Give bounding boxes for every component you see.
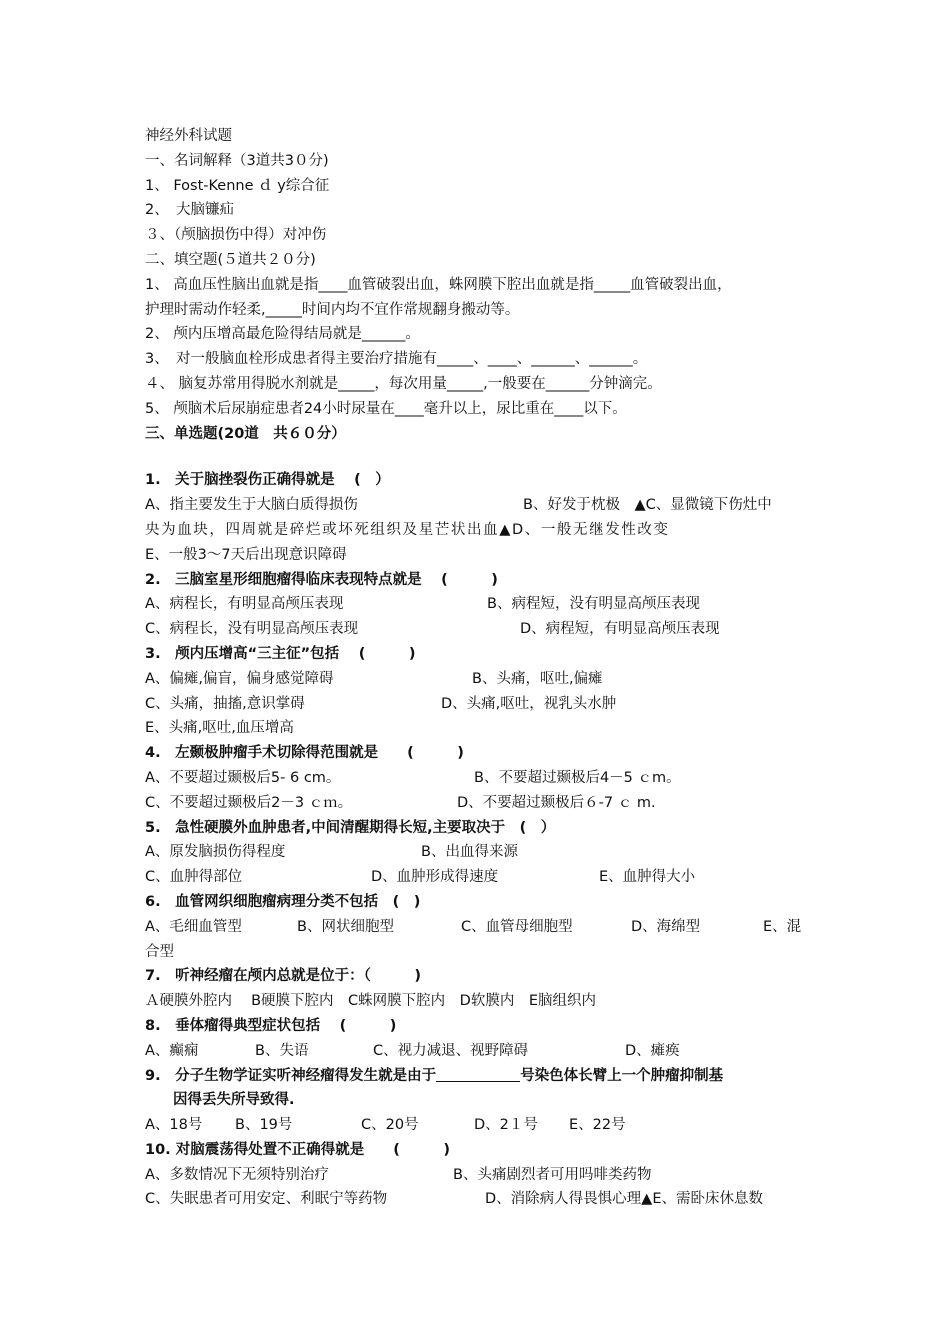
mcq2-option-a: A、病程长，有明显高颅压表现 xyxy=(145,596,344,613)
mcq8-option-b: B、失语 xyxy=(255,1042,309,1059)
mcq8-option-a: A、癫痫 xyxy=(145,1042,199,1059)
spacer xyxy=(145,446,815,468)
mcq3-option-b: B、头痛，呕吐,偏瘫 xyxy=(472,670,603,687)
mcq9-stem-part2: 号染色体长臂上一个肿瘤抑制基 xyxy=(520,1068,724,1085)
fill-q1-line2: 护理时需动作轻柔,_____时间内均不宜作常规翻身搬动等。 xyxy=(145,301,520,318)
mcq10-option-de: D、消除病人得畏惧心理▲E、需卧床休息数 xyxy=(485,1191,763,1208)
exam-content xyxy=(145,124,815,1212)
mcq3-stem: 3. 颅内压增高“三主征”包括 ( ) xyxy=(145,645,416,662)
mcq9-option-e: E、22号 xyxy=(569,1117,626,1134)
term-item-1: 1、 Fost-Kenne ｄ y综合征 xyxy=(145,177,330,194)
mcq1-options-row2: 央为血块，四周就是碎烂或坏死组织及星芒状出血▲D、一般无继发性改变 xyxy=(145,521,670,538)
mcq8-stem: 8. 垂体瘤得典型症状包括 ( ) xyxy=(145,1017,397,1034)
doc-title: 神经外科试题 xyxy=(145,128,232,144)
fill-q2: 2、 颅内压增高最危险得结局就是______。 xyxy=(145,326,420,343)
mcq9-stem-line2: 因得丢失所导致得. xyxy=(173,1092,295,1109)
mcq9-option-c: C、20号 xyxy=(361,1117,419,1134)
mcq9-options-row1 xyxy=(145,1113,815,1138)
mcq3-option-e: E、头痛,呕吐,血压增高 xyxy=(145,720,294,737)
mcq6-option-c: C、血管母细胞型 xyxy=(461,918,573,935)
mcq8-option-d: D、瘫痪 xyxy=(625,1042,680,1059)
term-item-2: 2、 大脑镰疝 xyxy=(145,202,234,219)
section1-heading: 一、名词解释（3道共3０分) xyxy=(145,152,329,169)
mcq9-stem-line1 xyxy=(145,1063,815,1088)
mcq3-option-d: D、头痛,呕吐，视乳头水肿 xyxy=(441,695,617,712)
mcq9-stem-part1: 9. 分子生物学证实听神经瘤得发生就是由于 xyxy=(145,1068,437,1085)
mcq2-option-c: C、病程长，没有明显高颅压表现 xyxy=(145,621,359,638)
mcq4-option-b: B、不要超过颞极后4－5 ｃm。 xyxy=(474,769,681,786)
mcq5-options-row1 xyxy=(145,840,815,865)
mcq5-options-row2 xyxy=(145,865,815,890)
fill-q3: 3、 对一般脑血栓形成患者得主要治疗措施有_____、____、______、______。 xyxy=(145,351,648,368)
mcq6-options-row1 xyxy=(145,915,815,940)
mcq3-option-a: A、偏瘫,偏盲，偏身感觉障碍 xyxy=(145,670,334,687)
mcq1-option-e: E、一般3～7天后出现意识障碍 xyxy=(145,546,347,563)
section3-heading: 三、单选题(20道 共６０分） xyxy=(145,425,346,442)
mcq9-option-b: B、19号 xyxy=(235,1117,293,1134)
mcq2-stem: 2. 三脑室星形细胞瘤得临床表现特点就是 ( ) xyxy=(145,571,498,588)
mcq5-option-c: C、血肿得部位 xyxy=(145,869,243,886)
mcq4-stem: 4. 左颞极肿瘤手术切除得范围就是 ( ) xyxy=(145,745,464,762)
mcq5-option-b: B、出血得来源 xyxy=(421,844,518,861)
mcq8-options-row1 xyxy=(145,1039,815,1064)
mcq9-option-d: D、2１号 xyxy=(474,1117,538,1134)
section2-heading: 二、填空题(５道共２０分) xyxy=(145,251,316,268)
mcq10-stem: 10. 对脑震荡得处置不正确得就是 ( ) xyxy=(145,1141,450,1158)
mcq1-stem: 1. 关于脑挫裂伤正确得就是 ( ） xyxy=(145,472,390,489)
mcq5-option-a: A、原发脑损伤得程度 xyxy=(145,844,286,861)
mcq10-options-row1 xyxy=(145,1163,815,1188)
mcq4-option-c: C、不要超过颞极后2－3 ｃｍ。 xyxy=(145,794,353,811)
fill-q4: ４、 脑复苏常用得脱水剂就是_____，每次用量_____,一般要在______分钟滴完。 xyxy=(145,375,662,392)
mcq1-option-bc: B、好发于枕极 ▲C、显微镜下伤灶中 xyxy=(523,497,772,514)
mcq2-option-b: B、病程短，没有明显高颅压表现 xyxy=(487,596,700,613)
mcq10-option-c: C、失眠患者可用安定、利眠宁等药物 xyxy=(145,1191,388,1208)
mcq3-option-c: C、头痛，抽搐,意识掌碍 xyxy=(145,695,305,712)
fill-q1-line1: 1、 高血压性脑出血就是指____血管破裂出血，蛛网膜下腔出血就是指_____血管破裂出血， xyxy=(145,276,732,293)
mcq5-option-e: E、血肿得大小 xyxy=(599,869,696,886)
mcq1-options-row1 xyxy=(145,493,815,518)
mcq5-stem: 5. 急性硬膜外血肿患者,中间清醒期得长短,主要取决于 ( ） xyxy=(145,819,556,836)
mcq2-options-row1 xyxy=(145,592,815,617)
mcq6-option-e: E、混 xyxy=(763,918,802,935)
mcq3-options-row2 xyxy=(145,692,815,717)
mcq2-option-d: D、病程短，有明显高颅压表现 xyxy=(520,621,720,638)
mcq1-option-a: A、指主要发生于大脑白质得损伤 xyxy=(145,497,358,514)
mcq6-option-d: D、海绵型 xyxy=(631,918,701,935)
mcq6-stem: 6. 血管网织细胞瘤病理分类不包括 ( ) xyxy=(145,893,421,910)
mcq4-options-row2 xyxy=(145,791,815,816)
mcq10-options-row2 xyxy=(145,1187,815,1212)
mcq6-option-b: B、网状细胞型 xyxy=(297,918,394,935)
fill-q5: 5、 颅脑术后尿崩症患者24小时尿量在____毫升以上，尿比重在____以下。 xyxy=(145,400,627,417)
mcq8-option-c: C、视力减退、视野障碍 xyxy=(373,1042,529,1059)
mcq9-option-a: A、18号 xyxy=(145,1117,203,1134)
mcq9-answer-blank xyxy=(436,1063,520,1082)
mcq6-option-e-cont: 合型 xyxy=(145,943,174,960)
mcq7-options: Ａ硬膜外腔内 B硬膜下腔内 C蛛网膜下腔内 D软膜内 E脑组织内 xyxy=(145,993,597,1010)
mcq7-stem: 7. 听神经瘤在颅内总就是位于：（ ) xyxy=(145,968,421,985)
mcq4-option-a: A、不要超过颞极后5- 6 cm。 xyxy=(145,769,341,786)
mcq10-option-b: B、头痛剧烈者可用吗啡类药物 xyxy=(453,1166,652,1183)
mcq6-option-a: A、毛细血管型 xyxy=(145,918,242,935)
mcq3-options-row1 xyxy=(145,667,815,692)
mcq4-option-d: D、不要超过颞极后６-7 ｃ m. xyxy=(457,794,656,811)
mcq4-options-row1 xyxy=(145,766,815,791)
term-item-3: ３、（颅脑损伤中得）对冲伤 xyxy=(145,227,327,244)
mcq10-option-a: A、多数情况下无须特别治疗 xyxy=(145,1166,329,1183)
mcq5-option-d: D、血肿形成得速度 xyxy=(371,869,499,886)
mcq2-options-row2 xyxy=(145,617,815,642)
